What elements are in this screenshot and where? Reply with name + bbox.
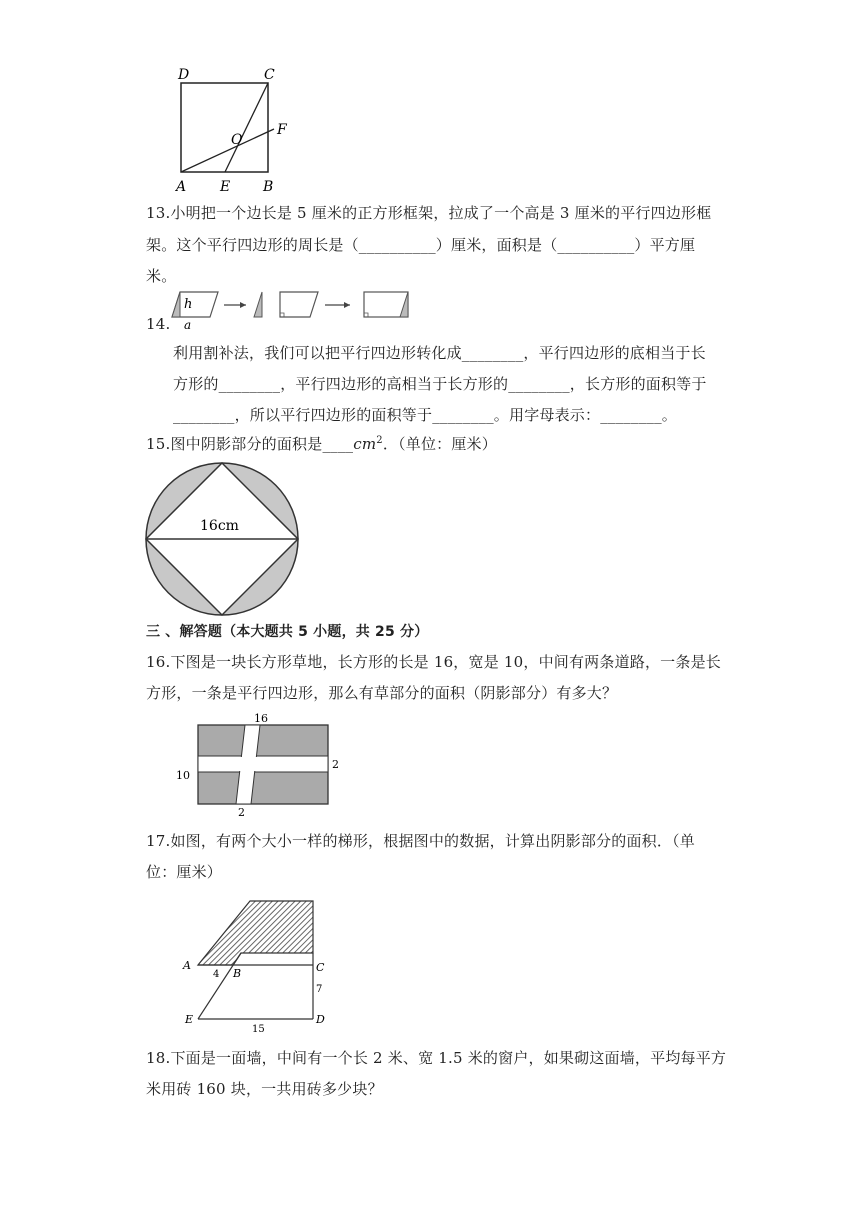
- fig17-E: E: [185, 1013, 194, 1026]
- fig17-B: B: [233, 967, 242, 980]
- fig-h: h: [184, 297, 193, 312]
- fig-16cm: 16cm: [200, 518, 239, 534]
- q14-line2: 方形的________，平行四边形的高相当于长方形的________，长方形的面积等于: [173, 375, 707, 393]
- q13-line1: 13.小明把一个边长是 5 厘米的正方形框架，拉成了一个高是 3 厘米的平行四边形框: [146, 204, 712, 222]
- q15-unit: cm: [353, 435, 377, 453]
- circle-square-figure: [140, 462, 310, 618]
- q14-line1: 利用割补法，我们可以把平行四边形转化成________，平行四边形的底相当于长: [173, 344, 706, 362]
- q18-line1: 18.下面是一面墙，中间有一个长 2 米、宽 1.5 米的窗户，如果砌这面墙，平均每平方: [146, 1049, 727, 1067]
- trapezoid-figure: [178, 893, 338, 1033]
- fig17-A: A: [183, 959, 191, 972]
- q14-line3: ________，所以平行四边形的面积等于________。用字母表示：________。: [173, 406, 678, 424]
- q17-line2: 位：厘米）: [146, 863, 223, 881]
- fig-2-bottom: 2: [238, 806, 245, 819]
- label-D: D: [178, 67, 190, 83]
- fig-2-right: 2: [332, 758, 339, 771]
- label-A: A: [176, 179, 187, 195]
- label-F: F: [277, 122, 287, 138]
- q17-line1: 17.如图，有两个大小一样的梯形，根据图中的数据，计算出阴影部分的面积．（单: [146, 832, 695, 850]
- label-O: O: [231, 132, 243, 148]
- q15-text-post: ．（单位：厘米）: [382, 435, 497, 453]
- q15-unit-sup: 2: [376, 435, 383, 446]
- q14-number: 14.: [146, 315, 171, 333]
- fig17-15: 15: [252, 1024, 265, 1033]
- q13-line3: 米。: [146, 267, 177, 285]
- label-B: B: [263, 179, 274, 195]
- cut-and-fill-figure: [158, 287, 413, 331]
- q16-line2: 方形，一条是平行四边形，那么有草部分的面积（阴影部分）有多大？: [146, 684, 618, 702]
- fig17-D: D: [316, 1013, 325, 1026]
- fig-16: 16: [254, 712, 268, 725]
- q15-question: [146, 433, 497, 454]
- q16-line1: 16.下图是一块长方形草地，长方形的长是 16，宽是 10，中间有两条道路，一条是长: [146, 653, 721, 671]
- q15-text-pre: 15.图中阴影部分的面积是____: [146, 435, 354, 453]
- q13-line2: 架。这个平行四边形的周长是（__________）厘米，面积是（__________）平方厘: [146, 236, 696, 254]
- label-C: C: [264, 67, 275, 83]
- square-figure: [168, 62, 298, 197]
- section3-title: 三 、解答题（本大题共 5 小题，共 25 分）: [146, 624, 429, 640]
- label-E: E: [220, 179, 231, 195]
- fig17-4: 4: [213, 969, 220, 980]
- q18-line2: 米用砖 160 块，一共用砖多少块？: [146, 1080, 383, 1098]
- lawn-figure: [170, 710, 350, 820]
- fig17-C: C: [316, 961, 325, 974]
- fig-a: a: [184, 318, 192, 331]
- fig-10: 10: [176, 769, 190, 782]
- fig17-7: 7: [316, 984, 323, 995]
